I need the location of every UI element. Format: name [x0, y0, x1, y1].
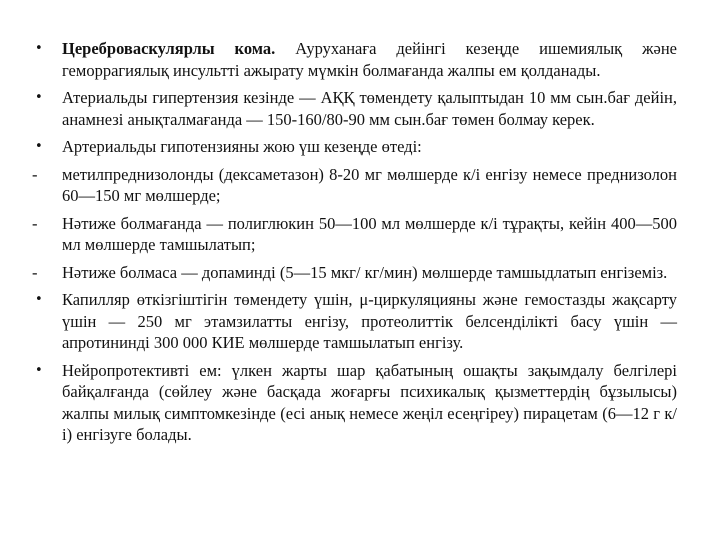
- bullet-item: [32, 289, 677, 354]
- dash-marker: -: [32, 164, 38, 184]
- bullet-item: [32, 136, 677, 158]
- dash-text: Нәтиже болмаса — допаминді (5—15 мкг/ кг/мин) мөлшерде тамшыдлатып енгіземіз.: [62, 262, 668, 282]
- bullet-text: Капилляр өткізгіштігін төмендету үшін, μ-циркуляцияны және гемостазды жақсарту үшін — 250 мг этамзилатты енгізу, протеолиттік белсенділікті басу үшін — апротининді 300 000 КИЕ мөлшерде тамшылатып енгізу.: [62, 290, 677, 352]
- dash-marker: -: [32, 262, 38, 282]
- bullet-marker: •: [35, 292, 43, 307]
- bullet-marker: •: [35, 41, 43, 56]
- slide-content: [32, 38, 677, 452]
- dash-marker: -: [32, 213, 38, 233]
- bullet-item: [32, 38, 677, 81]
- bullet-item: [32, 360, 677, 446]
- dash-text: Нәтиже болмағанда — полиглюкин 50—100 мл мөлшерде к/і тұрақты, кейін 400—500 мл мөлшерде тамшылатып;: [62, 213, 677, 254]
- bullet-marker: •: [35, 90, 43, 105]
- bullet-text: Артериальды гипотензияны жою үш кезеңде өтеді:: [62, 137, 422, 156]
- bullet-text: Ауруханаға дейінгі кезеңде ишемиялық және геморрагиялық инсультті ажырату мүмкін болмағанда жалпы ем қолданады.: [62, 39, 677, 80]
- dash-item: [32, 213, 677, 256]
- bullet-marker: •: [35, 139, 43, 154]
- bullet-marker: •: [35, 362, 43, 378]
- bullet-item: [32, 87, 677, 130]
- bullet-text: Атериальды гипертензия кезінде — АҚҚ төмендету қалыптыдан 10 мм сын.бағ дейін, анамнезі анықталмағанда — 150-160/80-90 мм сын.бағ төмен болмау керек.: [62, 88, 677, 129]
- dash-item: [32, 164, 677, 207]
- bullet-lead: Цереброваскулярлы кома.: [62, 39, 276, 58]
- dash-text: метилпреднизолонды (дексаметазон) 8-20 мг мөлшерде к/і енгізу немесе преднизолон 60—150 мг мөлшерде;: [62, 164, 677, 205]
- dash-item: [32, 262, 677, 284]
- bullet-text: Нейропротективті ем: үлкен жарты шар қабатының ошақты зақымдалу белгілері байқалғанда (сөйлеу және басқада жоғарғы психикалық қызметтердің бұзылысы) жалпы милық симптомкезінде (есі анық немесе жеңіл есеңгіреу) пирацетам (6—12 г к/і) енгізуге болады.: [62, 360, 677, 444]
